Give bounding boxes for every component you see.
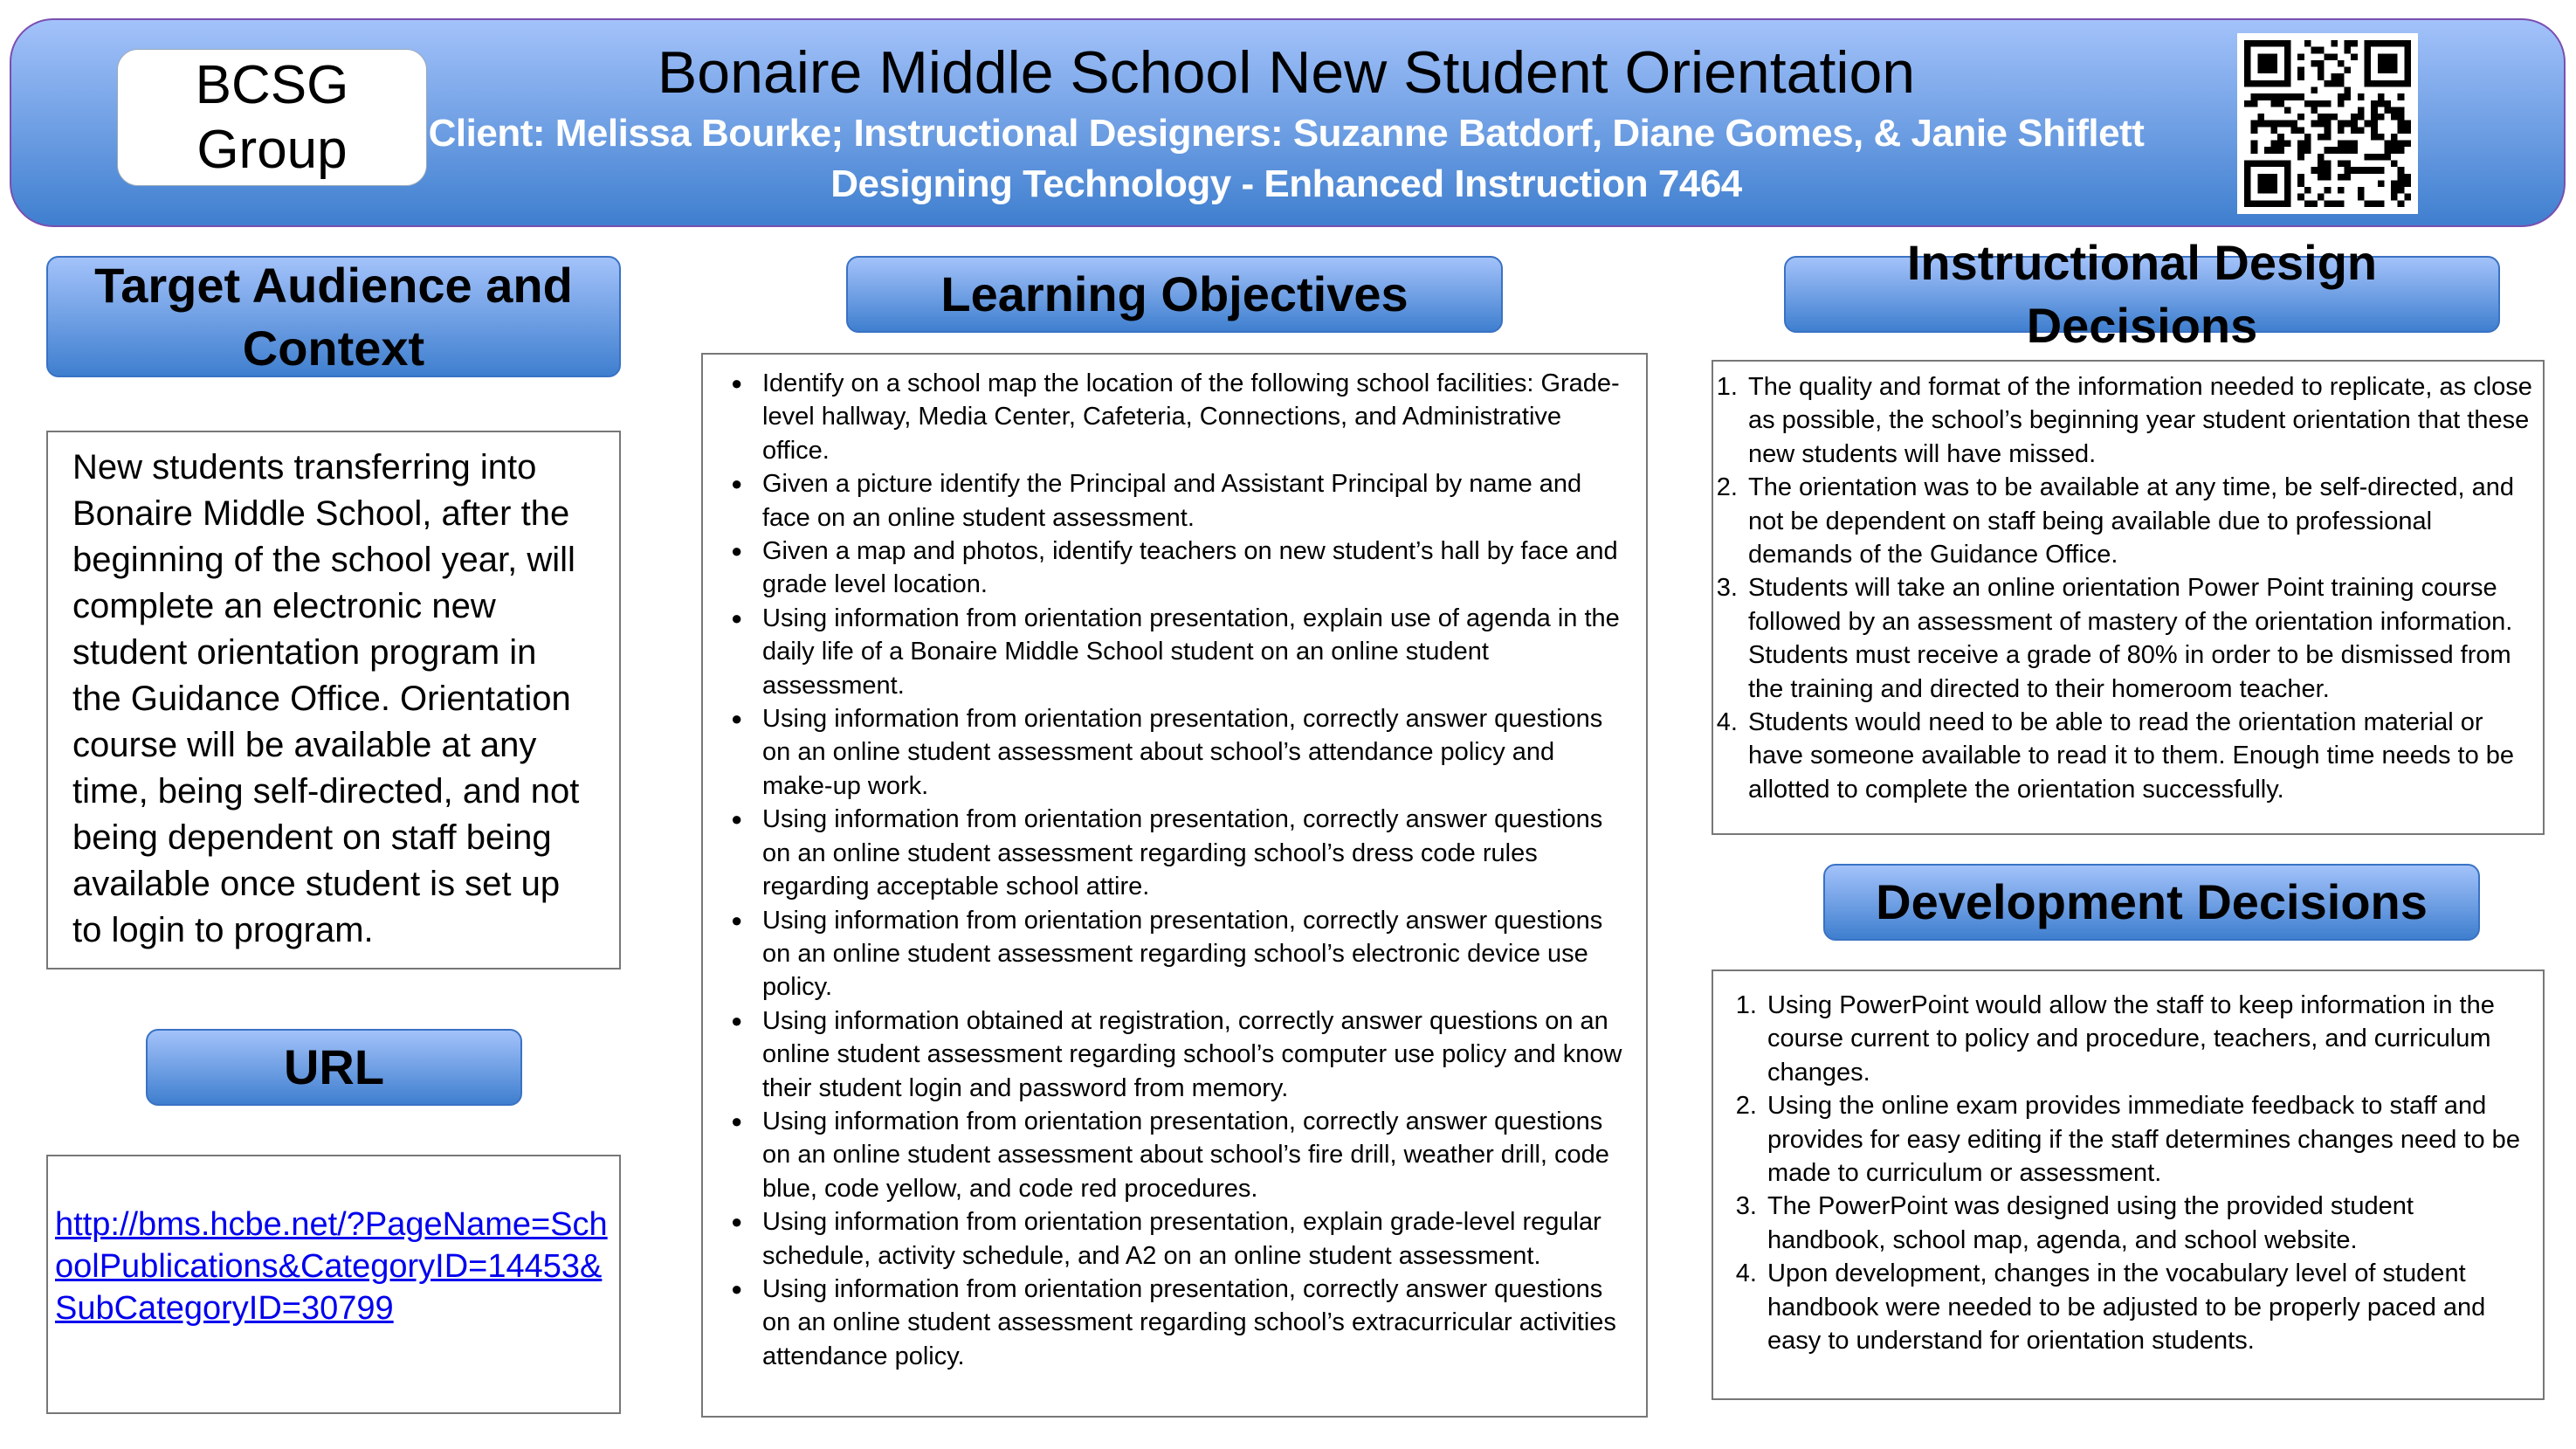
- development-item: 4. Upon development, changes in the vocabulary level of student handbook were needed to be adjusted to be properly paced and easy to understand for orientation students.: [1764, 1257, 2525, 1357]
- objective-item: ● Given a map and photos, identify teachers on new student’s hall by face and grade level location.: [731, 535, 1629, 602]
- design-box: [1712, 360, 2545, 835]
- objective-item: ● Using information from orientation presentation, correctly answer questions on an online student assessment regarding school’s electronic device use policy.: [731, 904, 1629, 1004]
- objective-item: ● Using information from orientation presentation, correctly answer questions on an online student assessment about school’s fire drill, weather drill, code blue, code yellow, and code red procedures.: [731, 1105, 1629, 1205]
- design-item: 4. Students would need to be able to read the orientation material or have someone available to read it to them. Enough time needs to be allotted to complete the orientation successfully.: [1745, 706, 2539, 806]
- design-heading: Instructional Design Decisions: [1784, 256, 2500, 333]
- objective-item: ● Using information from orientation presentation, correctly answer questions on an online student assessment regarding school’s extracurricular activities attendance policy.: [731, 1273, 1629, 1373]
- objective-item: ● Given a picture identify the Principal and Assistant Principal by name and face on an online student assessment.: [731, 467, 1629, 535]
- client-line: Client: Melissa Bourke; Instructional Designers: Suzanne Batdorf, Diane Gomes, & Janie Shiflett: [428, 112, 2145, 155]
- url-box: [46, 1155, 621, 1414]
- development-box: [1712, 969, 2545, 1400]
- design-item: 3. Students will take an online orientation Power Point training course followed by an assessment of mastery of the orientation information. Students must receive a grade of 80% in order to be dismissed from the training and directed to their homeroom teacher.: [1745, 571, 2539, 706]
- qr-code-icon: [2237, 33, 2418, 214]
- development-item: 3. The PowerPoint was designed using the provided student handbook, school map, agenda, and school website.: [1764, 1190, 2525, 1257]
- objective-item: ● Using information obtained at registration, correctly answer questions on an online student assessment regarding school’s computer use policy and know their student login and password from memory.: [731, 1004, 1629, 1105]
- objective-item: ● Using information from orientation presentation, correctly answer questions on an online student assessment about school’s attendance policy and make-up work.: [731, 702, 1629, 803]
- target-heading: Target Audience and Context: [46, 256, 621, 377]
- objective-item: ● Using information from orientation presentation, explain grade-level regular schedule, activity schedule, and A2 on an online student assessment.: [731, 1205, 1629, 1273]
- design-item: 2. The orientation was to be available at any time, be self-directed, and not be dependent on staff being available due to professional demands of the Guidance Office.: [1745, 471, 2539, 571]
- objective-item: ● Identify on a school map the location of the following school facilities: Grade-level hallway, Media Center, Cafeteria, Connections, and Administrative office.: [731, 367, 1629, 467]
- logo-line: Group: [196, 120, 348, 180]
- development-item: 2. Using the online exam provides immediate feedback to staff and provides for easy editing if the staff determines changes need to be made to curriculum or assessment.: [1764, 1089, 2525, 1190]
- target-text: New students transferring into Bonaire Middle School, after the beginning of the school year, will complete an electronic new student orientation program in the Guidance Office. Orientation course will be available at any time, being self-directed, and not being dependent on staff being available once student is set up to login to program.: [46, 431, 621, 969]
- objective-item: ● Using information from orientation presentation, explain use of agenda in the daily life of a Bonaire Middle School student on an online student assessment.: [731, 602, 1629, 702]
- development-heading: Development Decisions: [1823, 864, 2480, 941]
- objectives-box: [701, 353, 1648, 1418]
- logo-box: [117, 49, 427, 186]
- poster-title: Bonaire Middle School New Student Orientation: [657, 39, 1916, 106]
- logo-line: BCSG: [195, 55, 349, 115]
- course-line: Designing Technology - Enhanced Instruction 7464: [830, 162, 1742, 205]
- url-link[interactable]: http://bms.hcbe.net/?PageName=SchoolPublications&CategoryID=14453&SubCategoryID=30799: [55, 1206, 608, 1327]
- objective-item: ● Using information from orientation presentation, correctly answer questions on an online student assessment regarding school’s dress code rules regarding acceptable school attire.: [731, 803, 1629, 903]
- url-heading: URL: [146, 1029, 522, 1106]
- development-item: 1. Using PowerPoint would allow the staff to keep information in the course current to policy and procedure, teachers, and curriculum changes.: [1764, 989, 2525, 1089]
- objectives-heading: Learning Objectives: [846, 256, 1503, 333]
- design-item: 1. The quality and format of the information needed to replicate, as close as possible, the school’s beginning year student orientation that these new students will have missed.: [1745, 370, 2539, 471]
